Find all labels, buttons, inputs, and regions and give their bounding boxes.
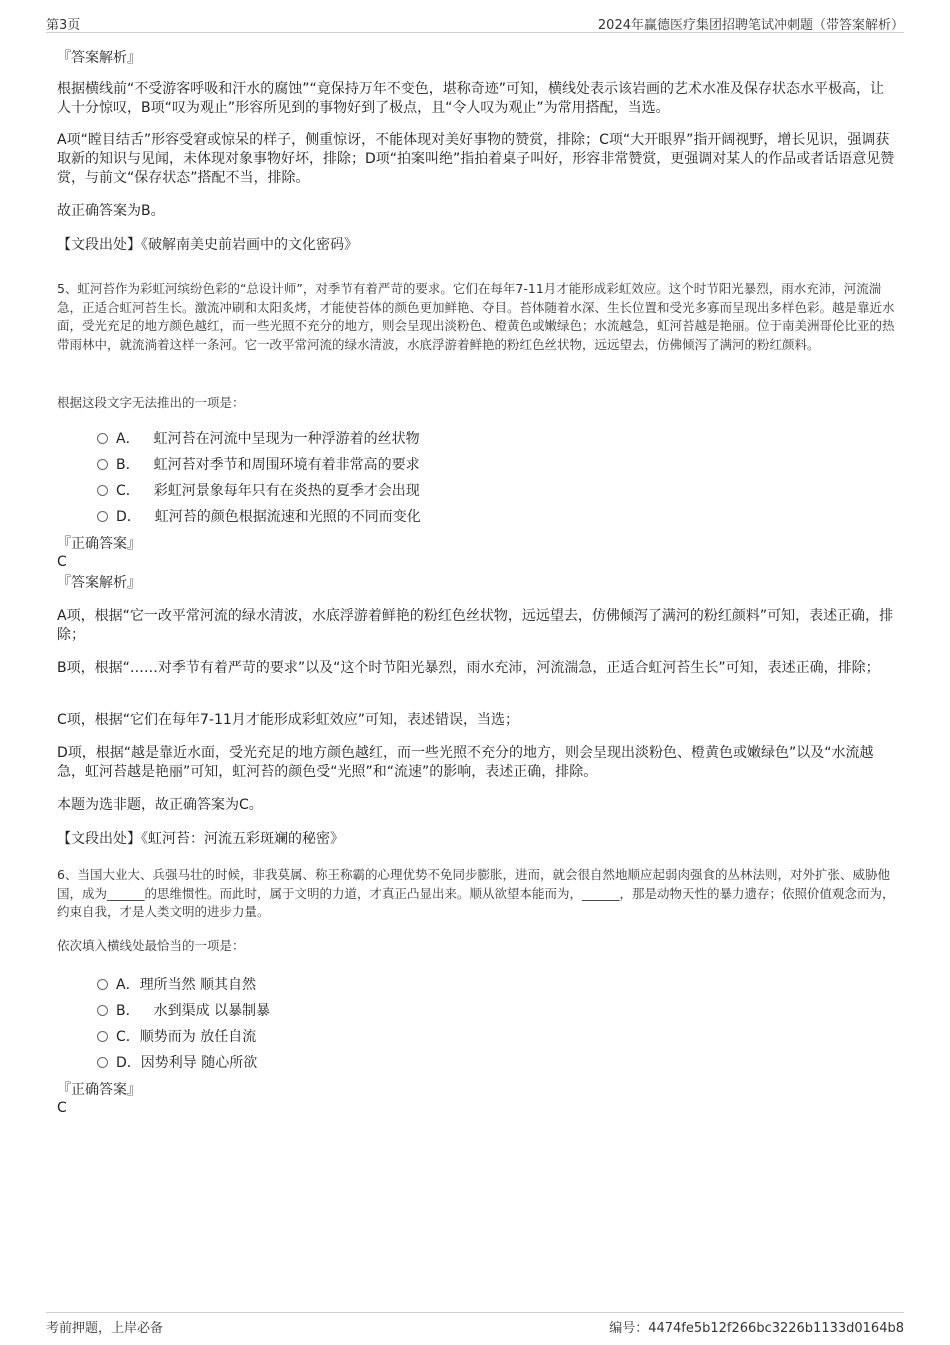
radio-button-icon[interactable]	[97, 485, 108, 496]
q4-analysis-heading: 『答案解析』	[57, 50, 141, 66]
document-id: 编号：4474fe5b12f266bc3226b1133d0164b8	[609, 1321, 904, 1336]
q5-answer: C	[57, 554, 67, 570]
footer-slogan: 考前押题，上岸必备	[46, 1321, 164, 1336]
q5-answer-heading: 『正确答案』	[57, 536, 141, 552]
radio-button-icon[interactable]	[97, 1031, 108, 1042]
q4-conclusion: 故正确答案为B。	[57, 203, 165, 219]
radio-button-icon[interactable]	[97, 1057, 108, 1068]
fill-blank-1: ______	[107, 885, 145, 901]
document-title: 2024年赢德医疗集团招聘笔试冲刺题（带答案解析）	[597, 18, 904, 33]
radio-button-icon[interactable]	[97, 459, 108, 470]
q5-analysis-heading: 『答案解析』	[57, 575, 141, 591]
q5-source: 【文段出处】《虹河苔：河流五彩斑斓的秘密》	[57, 831, 344, 847]
q6-option-d[interactable]: D．因势利导 随心所欲	[97, 1052, 257, 1072]
q4-analysis-paragraph-1: 根据横线前“不受游客呼吸和汗水的腐蚀”“竟保持万年不变色，堪称奇迹”可知，横线处表示该岩画的艺术水准及保存状态水平极高，让人十分惊叹，B项“叹为观止”形容所见到的事物好到了极点，且“令人叹为观止”为常用搭配，当选。	[57, 81, 885, 116]
q4-analysis-paragraph-2: A项“瞠目结舌”形容受窘或惊呆的样子，侧重惊讶，不能体现对美好事物的赞赏，排除；C项“大开眼界”指开阔视野，增长见识，强调获取新的知识与见闻，未体现对象事物好坏，排除；D项“拍案叫绝”指拍着桌子叫好，形容非常赞赏，更强调对某人的作品或者话语意见赞赏，与前文“保存状态”搭配不当，排除。	[57, 132, 895, 186]
page-footer	[46, 1312, 904, 1335]
q5-analysis-b: B项，根据“……对季节有着严苛的要求”以及“这个时节阳光暴烈，雨水充沛，河流湍急，正适合虹河苔生长”可知，表述正确，排除；	[57, 660, 880, 676]
q5-analysis-a: A项，根据“它一改平常河流的绿水清波，水底浮游着鲜艳的粉红色丝状物，远远望去，仿佛倾泻了满河的粉红颜料”可知，表述正确，排除；	[57, 608, 894, 643]
q6-prompt: 依次填入横线处最恰当的一项是：	[57, 938, 245, 953]
q5-analysis-d: D项，根据“越是靠近水面，受光充足的地方颜色越红，而一些光照不充分的地方，则会呈现出淡粉色、橙黄色或嫩绿色”以及“水流越急，虹河苔越是艳丽”可知，虹河苔的颜色受“光照”和“流速”的影响，表述正确，排除。	[57, 745, 874, 780]
q5-option-b[interactable]: B． 虹河苔对季节和周围环境有着非常高的要求	[97, 454, 420, 474]
q5-stem: 5、虹河苔作为彩虹河缤纷色彩的“总设计师”，对季节有着严苛的要求。它们在每年7-11月才能形成彩虹效应。这个时节阳光暴烈，雨水充沛，河流湍急，正适合虹河苔生长。激流冲刷和太阳炙烤，才能使苔体的颜色更加鲜艳、夺目。苔体随着水深、生长位置和受光多寡而呈现出多样色彩。越是靠近水面，受光充足的地方颜色越红，而一些光照不充分的地方，则会呈现出淡粉色、橙黄色或嫩绿色；水流越急，虹河苔越是艳丽。位于南美洲哥伦比亚的热带雨林中，就流淌着这样一条河。它一改平常河流的绿水清波，水底浮游着鲜艳的粉红色丝状物，远远望去，仿佛倾泻了满河的粉红颜料。	[57, 281, 895, 352]
radio-button-icon[interactable]	[97, 979, 108, 990]
q5-option-a[interactable]: A． 虹河苔在河流中呈现为一种浮游着的丝状物	[97, 428, 420, 448]
q4-source: 【文段出处】《破解南美史前岩画中的文化密码》	[57, 237, 358, 253]
q6-answer-heading: 『正确答案』	[57, 1082, 141, 1098]
q6-option-a[interactable]: A．理所当然 顺其自然	[97, 974, 256, 994]
q6-option-b[interactable]: B． 水到渠成 以暴制暴	[97, 1000, 270, 1020]
radio-button-icon[interactable]	[97, 1005, 108, 1016]
q6-stem: 6、当国大业大、兵强马壮的时候，非我莫属、称王称霸的心理优势不免同步膨胀，进而，就会很自然地顺应起弱肉强食的丛林法则，对外扩张、威胁他国，成为______的思维惯性。而此时，属于文明的力道，才真正凸显出来。顺从欲望本能而为，______，那是动物天性的暴力遗存；依照价值观念而为，约束自我，才是人类文明的进步力量。	[57, 867, 895, 919]
page-number: 第3页	[46, 18, 81, 33]
q5-prompt: 根据这段文字无法推出的一项是：	[57, 395, 245, 410]
q5-analysis-c: C项，根据“它们在每年7-11月才能形成彩虹效应”可知，表述错误，当选；	[57, 712, 520, 728]
q5-option-d[interactable]: D． 虹河苔的颜色根据流速和光照的不同而变化	[97, 506, 421, 526]
q6-answer: C	[57, 1100, 67, 1116]
fill-blank-2: ______	[582, 885, 620, 901]
radio-button-icon[interactable]	[97, 511, 108, 522]
q5-conclusion: 本题为选非题，故正确答案为C。	[57, 797, 263, 813]
radio-button-icon[interactable]	[97, 433, 108, 444]
q5-option-c[interactable]: C． 彩虹河景象每年只有在炎热的夏季才会出现	[97, 480, 420, 500]
page-header	[46, 12, 904, 33]
q6-option-c[interactable]: C．顺势而为 放任自流	[97, 1026, 256, 1046]
